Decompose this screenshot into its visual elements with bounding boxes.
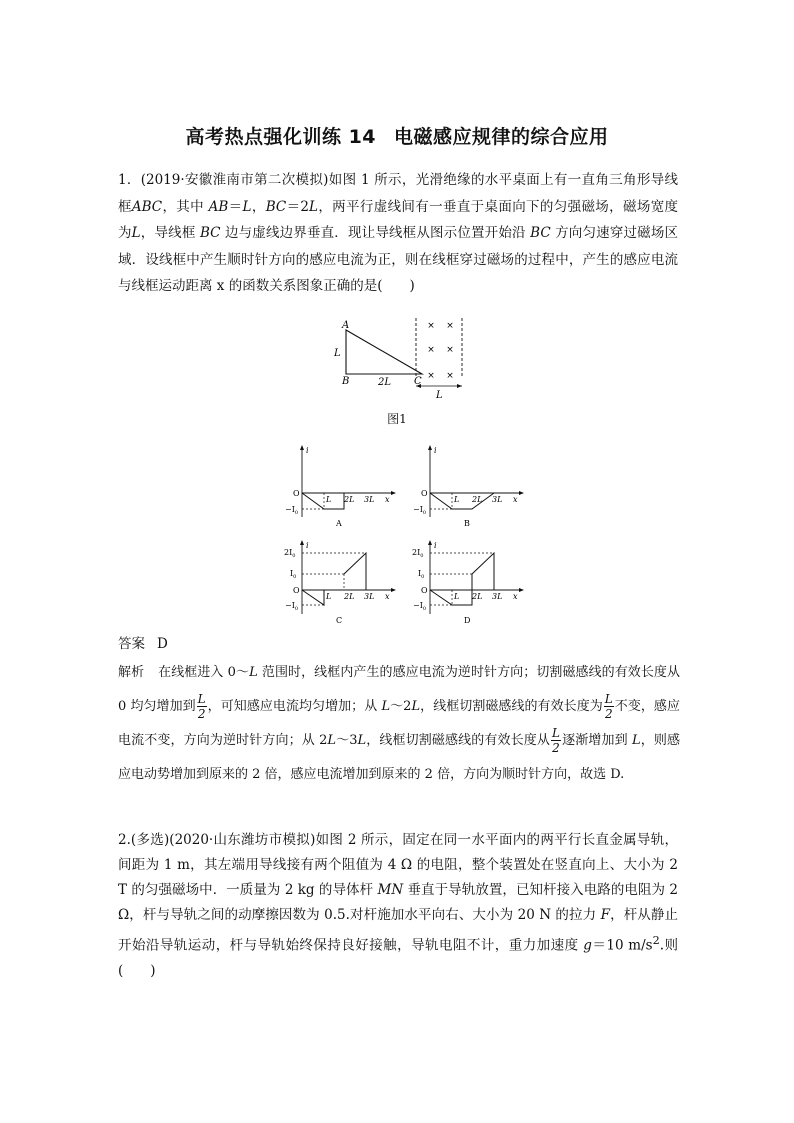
field-marks	[427, 321, 454, 381]
q2-var: F	[600, 907, 610, 923]
tick-2l: 2L	[344, 592, 355, 601]
expl-text: ，则感应电动势增加到原来的 2 倍，感应电流增加到原来的 2 倍，方向为顺时针方向，故选 D.	[118, 733, 680, 782]
answer-value: D	[157, 636, 168, 652]
q1-text: ，两平行虚线间有一垂直于桌面向下的匀强磁场，磁场宽度为	[118, 198, 679, 241]
option-label: B	[464, 519, 470, 528]
sub-0: 0	[294, 606, 299, 612]
y-axis-arrow-icon	[300, 540, 304, 545]
graph-c-labels	[284, 541, 390, 625]
q1-text: 1．(2019·安徽淮南市第二次模拟)如图 1 所示，光滑绝缘的水平桌面上有一直角三角形导线框	[118, 172, 678, 215]
page-title	[0, 122, 794, 149]
pos-i0-label	[418, 569, 424, 580]
graph-a-labels	[285, 446, 390, 528]
field-mark: ×	[446, 371, 454, 381]
q1-text: 边与虚线边界垂直．现让导线框从图示位置开始沿	[220, 225, 531, 241]
q2-text: 垂直于导轨放置，已知杆接入电路的电阻为 2 Ω，杆与导轨之间的动摩擦因数为 0.5.对杆施加水平向右、大小为 20 N 的拉力	[118, 882, 678, 923]
x-label: x	[385, 495, 390, 504]
q2-var: MN	[377, 882, 404, 898]
x-axis-arrow-icon	[519, 491, 524, 495]
field-mark: ×	[446, 345, 454, 355]
y-axis-arrow-icon	[428, 445, 432, 450]
pos-i0: I	[418, 569, 422, 578]
pos-2i0-label	[284, 548, 295, 559]
expl-var: L	[249, 665, 258, 680]
tick-3l: 3L	[364, 592, 375, 601]
q2-text: .则( )	[118, 937, 678, 979]
graph-option-c	[282, 538, 402, 630]
field-mark: ×	[427, 371, 435, 381]
origin-label: O	[421, 586, 428, 595]
x-label: x	[513, 495, 518, 504]
neg-i0: −I	[285, 505, 295, 514]
expl-text: ～3	[336, 733, 358, 748]
origin-label: O	[421, 489, 428, 498]
neg-i0-label	[285, 601, 298, 612]
figure-1-triangle-frame	[328, 316, 468, 404]
x-axis-arrow-icon	[391, 491, 396, 495]
figure-1-caption: 图1	[387, 412, 407, 426]
pos-i0-label	[290, 569, 296, 580]
q2-text: ，杆从静止开始沿导轨运动，杆与导轨始终保持良好接触，导轨电阻不计，重力加速度	[118, 907, 678, 954]
field-mark: ×	[427, 345, 435, 355]
q1-text: 方向匀速穿过磁场区域．设线框中产生顺时针方向的感应电流为正，则在线框穿过磁场的过程中，产生的感应电流与线框运动距离 x 的函数关系图象正确的是( )	[118, 225, 678, 294]
q1-var: BC	[199, 225, 221, 241]
expl-var: L	[381, 699, 391, 714]
title-sub: 电磁感应规律的综合应用	[394, 126, 609, 148]
neg-i0-label	[413, 505, 426, 516]
expl-var: L	[327, 733, 336, 748]
fraction-l-over-2	[197, 692, 207, 721]
x-axis-arrow-icon	[519, 588, 524, 592]
tick-2l: 2L	[472, 495, 483, 504]
graph-b-labels	[413, 446, 518, 528]
neg-i0-label	[413, 601, 426, 612]
answer-line	[118, 632, 168, 652]
frac-den: 2	[552, 741, 560, 755]
vertex-b-label: B	[342, 376, 350, 387]
frac-num: L	[604, 692, 613, 706]
expl-var: L	[411, 699, 421, 714]
vertex-a-label: A	[342, 320, 350, 331]
y-label: i	[306, 446, 309, 455]
expl-text: ，线框切割磁感线的有效长度从	[366, 733, 550, 748]
vertex-c-label: C	[414, 376, 422, 387]
neg-i0-label	[285, 505, 298, 516]
tick-l: L	[454, 592, 460, 601]
q1-var: L	[309, 198, 318, 215]
expl-text: ，线框切割磁感线的有效长度为	[420, 699, 603, 714]
tick-l: L	[326, 495, 332, 504]
pos-2i0: 2I	[412, 548, 421, 557]
q1-var: L	[242, 198, 252, 215]
graph-option-d	[410, 538, 530, 630]
tick-3l: 3L	[364, 495, 375, 504]
fraction-l-over-2	[604, 692, 614, 721]
neg-i0: −I	[285, 601, 295, 610]
graph-d-labels	[412, 541, 518, 625]
current-curve	[430, 553, 494, 605]
q1-text: ，导线框	[140, 225, 200, 241]
pos-2i0-label	[412, 548, 423, 559]
y-axis-arrow-icon	[428, 540, 432, 545]
frac-den: 2	[197, 707, 206, 721]
field-mark: ×	[446, 321, 454, 331]
tick-l: L	[326, 592, 332, 601]
side-ab-label: L	[334, 348, 341, 359]
sub-0: 0	[422, 510, 427, 516]
q1-var: BC	[530, 225, 551, 241]
x-label: x	[513, 592, 518, 601]
neg-i0: −I	[413, 601, 423, 610]
q2-superscript: 2	[652, 934, 660, 947]
q2-text: ＝10 m/s	[591, 937, 653, 954]
tick-l: L	[454, 495, 460, 504]
expl-text: ，可知感应电流均匀增加；从	[207, 699, 382, 714]
option-label: A	[336, 519, 342, 528]
frac-num: L	[552, 726, 560, 740]
explanation-label: 解析	[118, 665, 145, 680]
tick-3l: 3L	[492, 592, 503, 601]
triangle-frame	[346, 330, 422, 374]
q1-text: ＝	[228, 198, 243, 215]
current-curve	[344, 553, 366, 590]
sub-0: 0	[421, 574, 425, 580]
sub-0: 0	[293, 574, 297, 580]
pos-i0: I	[290, 569, 294, 578]
q1-var: BC	[265, 198, 287, 215]
question-1	[118, 167, 678, 300]
expl-text: 逐渐增加到	[561, 733, 632, 748]
y-label: i	[306, 541, 309, 550]
frac-den: 2	[604, 707, 613, 721]
current-curve	[430, 493, 494, 509]
origin-label: O	[293, 586, 300, 595]
q1-var: L	[131, 225, 141, 241]
option-label: C	[336, 616, 343, 625]
expl-text: 范围时，线框内产生的感应电流为逆时针方向；切割磁感线的有效长度从 0 均匀增加到	[118, 665, 680, 714]
origin-label: O	[293, 489, 300, 498]
current-curve	[302, 590, 324, 605]
q1-var: AB	[208, 198, 229, 215]
expl-var: L	[631, 733, 641, 748]
arrow-right-icon	[457, 384, 462, 388]
q1-text: ，其中	[162, 198, 209, 215]
sub-0: 0	[420, 553, 424, 559]
graph-option-a	[282, 443, 402, 533]
sub-0: 0	[292, 553, 296, 559]
q1-var: ABC	[131, 198, 163, 215]
x-axis-arrow-icon	[391, 588, 396, 592]
q2-text: 2.(多选)(2020·山东潍坊市模拟)如图 2 所示，固定在同一水平面内的两平行长直金属导轨，间距为 1 m，其左端用导线接有两个阻值为 4 Ω 的电阻，整个装置处在竖直向上、大小为 2 T 的匀强磁场中．一质量为 2 kg 的导体杆	[118, 832, 678, 898]
field-width-label: L	[436, 390, 443, 401]
frac-num: L	[197, 692, 206, 706]
neg-i0: −I	[413, 505, 423, 514]
sub-0: 0	[422, 606, 427, 612]
fraction-l-over-2	[551, 726, 561, 755]
explanation	[118, 656, 680, 792]
expl-text: ～2	[390, 699, 412, 714]
option-label: D	[464, 616, 471, 625]
answer-label: 答案	[118, 636, 145, 652]
pos-2i0: 2I	[284, 548, 293, 557]
title-main: 高考热点强化训练 14	[185, 126, 377, 148]
y-axis-arrow-icon	[300, 445, 304, 450]
expl-text: 在线框进入 0～	[158, 665, 250, 680]
q1-text: ，	[251, 198, 266, 215]
y-label: i	[434, 541, 437, 550]
q2-var: g	[583, 937, 592, 954]
side-bc-label: 2L	[378, 377, 392, 388]
x-label: x	[385, 592, 390, 601]
expl-var: L	[357, 733, 367, 748]
y-label: i	[434, 446, 437, 455]
q1-text: ＝2	[286, 198, 310, 215]
tick-3l: 3L	[492, 495, 503, 504]
current-curve	[302, 493, 344, 509]
question-2	[118, 828, 678, 984]
tick-2l: 2L	[344, 495, 355, 504]
graph-option-b	[410, 443, 530, 533]
sub-0: 0	[294, 510, 299, 516]
field-mark: ×	[427, 321, 435, 331]
tick-2l: 2L	[472, 592, 483, 601]
expl-text: 不变，感应电流不变，方向为逆时针方向；从 2	[118, 699, 680, 748]
